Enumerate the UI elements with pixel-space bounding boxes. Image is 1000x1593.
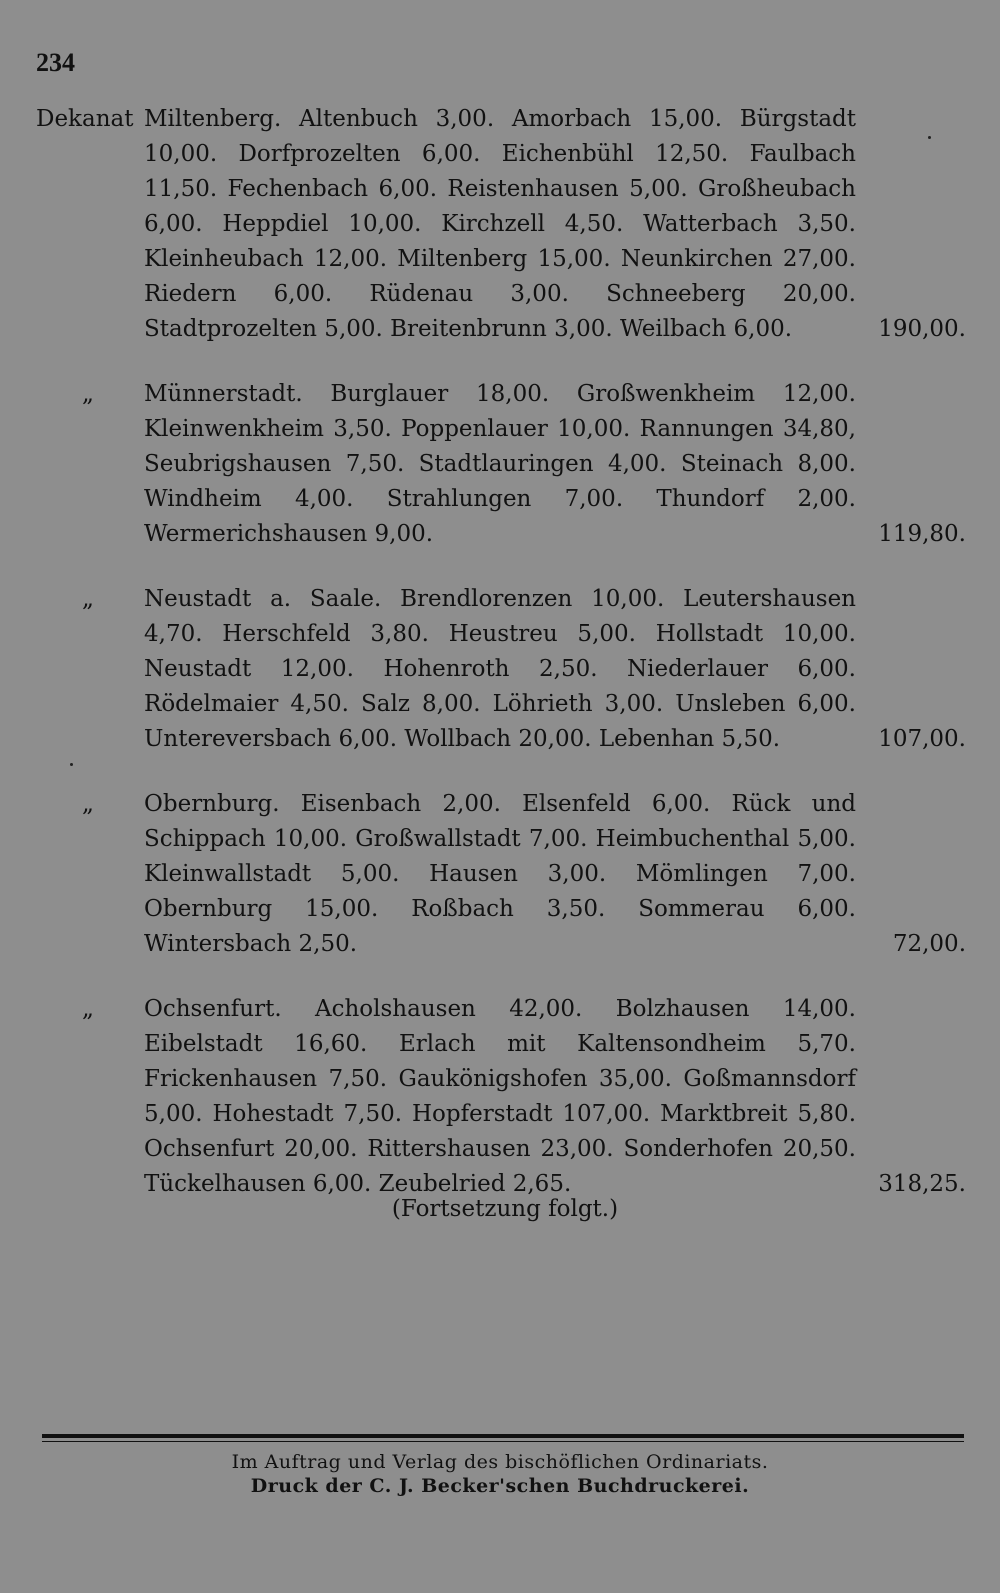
entry-total: 107,00. (878, 726, 966, 752)
entry-total: 190,00. (878, 316, 966, 342)
entry-text: Neustadt a. Saale. Brendlorenzen 10,00. Leutershausen 4,70. Herschfeld 3,80. Heustreu 5,00. Hollstadt 10,00. Neustadt 12,00. Hohenroth 2,50. Niederlauer 6,00. Rödelmaier 4,50. Salz 8,00. Löhrieth 3,00. Unsleben 6,00. Untereversbach 6,00. Wollbach 20,00. Lebenhan 5,50. (144, 586, 856, 752)
entry-total: 318,25. (878, 1171, 966, 1197)
imprint-printer: Druck der C. J. Becker'schen Buchdruckerei. (250, 1475, 750, 1497)
entry-text: Miltenberg. Altenbuch 3,00. Amorbach 15,00. Bürgstadt 10,00. Dorfprozelten 6,00. Eichenbühl 12,50. Faulbach 11,50. Fechenbach 6,00. Reistenhausen 5,00. Großheubach 6,00. Heppdiel 10,00. Kirchzell 4,50. Watterbach 3,50. Kleinheubach 12,00. Miltenberg 15,00. Neunkirchen 27,00. Riedern 6,00. Rüdenau 3,00. Schneeberg 20,00. Stadtprozelten 5,00. Breitenbrunn 3,00. Weilbach 6,00. (144, 106, 856, 342)
footer-rule (42, 1434, 964, 1438)
ditto-mark: „ (82, 996, 94, 1022)
ditto-mark: „ (82, 586, 94, 612)
entry-text: Ochsenfurt. Acholshausen 42,00. Bolzhausen 14,00. Eibelstadt 16,60. Erlach mit Kaltensondheim 5,70. Frickenhausen 7,50. Gaukönigshofen 35,00. Goßmannsdorf 5,00. Hohestadt 7,50. Hopferstadt 107,00. Marktbreit 5,80. Ochsenfurt 20,00. Rittershausen 23,00. Sonderhofen 20,50. Tückelhausen 6,00. Zeubelried 2,65. (144, 996, 856, 1197)
entry-total: 72,00. (892, 931, 966, 957)
footer-rule-thin (42, 1441, 964, 1442)
ditto-mark: „ (82, 381, 94, 407)
continuation-note (0, 1192, 1000, 1227)
deanery-entry-obernburg (36, 787, 966, 962)
print-speck (70, 763, 73, 766)
page-number: 234 (36, 48, 75, 77)
entry-text: Münnerstadt. Burglauer 18,00. Großwenkheim 12,00. Kleinwenkheim 3,50. Poppenlauer 10,00. Rannungen 34,80, Seubrigshausen 7,50. Stadtlauringen 4,00. Steinach 8,00. Windheim 4,00. Strahlungen 7,00. Thundorf 2,00. Wermerichshausen 9,00. (144, 381, 856, 547)
entry-total: 119,80. (878, 521, 966, 547)
imprint-publisher: Im Auftrag und Verlag des bischöflichen Ordinariats. (231, 1451, 769, 1473)
deanery-entry-ochsenfurt (36, 992, 966, 1202)
entry-text: Obernburg. Eisenbach 2,00. Elsenfeld 6,00. Rück und Schippach 10,00. Großwallstadt 7,00. Heimbuchenthal 5,00. Kleinwallstadt 5,00. Hausen 3,00. Mömlingen 7,00. Obernburg 15,00. Roßbach 3,50. Sommerau 6,00. Wintersbach 2,50. (144, 791, 856, 957)
deanery-entry-miltenberg (36, 102, 966, 347)
entry-label: Dekanat (36, 106, 134, 132)
deanery-entry-muennerstadt (36, 377, 966, 552)
deanery-entry-neustadt (36, 582, 966, 757)
deanery-list (36, 102, 966, 1230)
continuation-text: (Fortsetzung folgt.) (391, 1196, 619, 1222)
print-speck (928, 136, 931, 139)
ditto-mark: „ (82, 791, 94, 817)
